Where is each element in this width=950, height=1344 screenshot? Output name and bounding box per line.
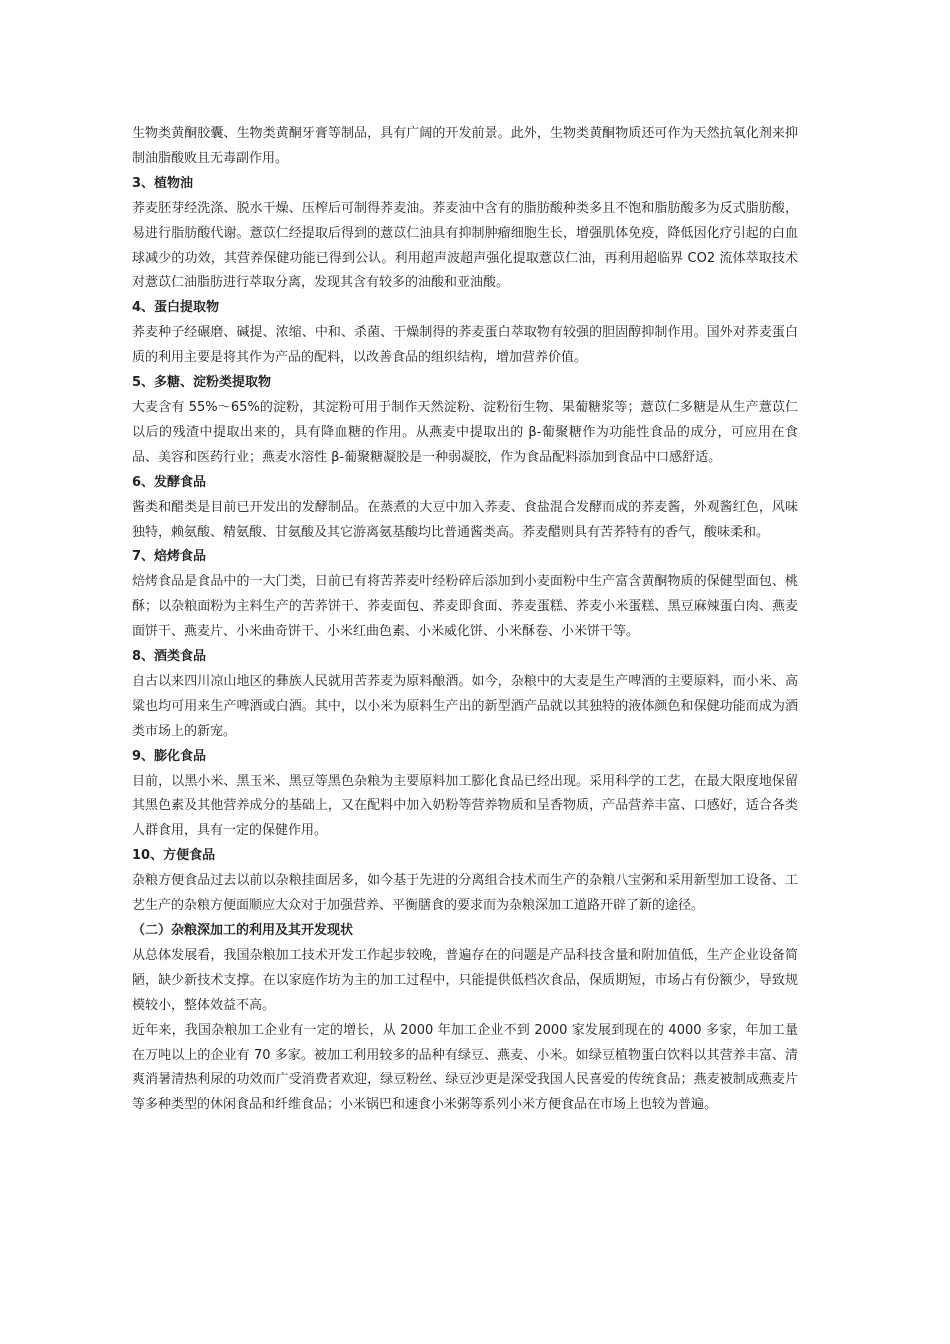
section-text-liquor: 自古以来四川凉山地区的彝族人民就用苦荞麦为原料酿酒。如今，杂粮中的大麦是生产啤酒的主要原料，而小米、高粱也均可用来生产啤酒或白酒。其中，以小米为原料生产出的新型酒产品就以其独特的液体颜色和保健功能而成为酒类市场上的新宠。 — [132, 673, 798, 739]
section-text-polysaccharide: 大麦含有 55%～65%的淀粉，其淀粉可用于制作天然淀粉、淀粉衍生物、果葡糖浆等；薏苡仁多糖是从生产薏苡仁以后的残渣中提取出来的，具有降血糖的作用。从燕麦中提取出的 β-葡聚糖作为功能性食品的成分，可应用在食品、美容和医药行业；燕麦水溶性 β-葡聚糖凝胶是一种弱凝胶，作为食品配料添加到食品中口感舒适。 — [132, 399, 798, 465]
section-heading-protein-extract: 4、蛋白提取物 — [132, 300, 220, 316]
part2-heading: （二）杂粮深加工的利用及其开发现状 — [132, 923, 354, 938]
section-text-puffed-food: 目前，以黑小米、黑玉米、黑豆等黑色杂粮为主要原料加工膨化食品已经出现。采用科学的工艺，在最大限度地保留其黑色素及其他营养成分的基础上，又在配料中加入奶粉等营养物质和呈香物质，产品营养丰富、口感好，适合各类人群食用，具有一定的保健作用。 — [132, 773, 798, 839]
section-text-protein-extract: 荞麦种子经碾磨、碱提、浓缩、中和、杀菌、干燥制得的荞麦蛋白萃取物有较强的胆固醇抑制作用。国外对荞麦蛋白质的利用主要是将其作为产品的配料，以改善食品的组织结构，增加营养价值。 — [132, 325, 798, 366]
section-text-baked-food: 焙烤食品是食品中的一大门类，日前已有将苦荞麦叶经粉碎后添加到小麦面粉中生产富含黄酮物质的保健型面包、桃酥；以杂粮面粉为主料生产的苦荞饼干、荞麦面包、荞麦即食面、荞麦蛋糕、荞麦小米蛋糕、黑豆麻辣蛋白肉、燕麦面饼干、燕麦片、小米曲奇饼干、小米红曲色素、小米威化饼、小米酥卷、小米饼干等。 — [132, 574, 798, 640]
document-page — [132, 122, 798, 1118]
section-heading-liquor: 8、酒类食品 — [132, 649, 207, 665]
section-heading-baked-food: 7、焙烤食品 — [132, 549, 207, 565]
section-heading-plant-oil: 3、植物油 — [132, 175, 194, 191]
section-text-plant-oil: 荞麦胚芽经洗涤、脱水干燥、压榨后可制得荞麦油。荞麦油中含有的脂肪酸种类多且不饱和脂肪酸多为反式脂肪酸，易进行脂肪酸代谢。薏苡仁经提取后得到的薏苡仁油具有抑制肿瘤细胞生长，增强肌体免疫，降低因化疗引起的白血球减少的功效，其营养保健功能已得到公认。利用超声波超声强化提取薏苡仁油，再利用超临界 CO2 流体萃取技术对薏苡仁油脂肪进行萃取分离，发现其含有较多的油酸和亚油酸。 — [132, 200, 798, 291]
part2-paragraph-overview: 从总体发展看，我国杂粮加工技术开发工作起步较晚，普遍存在的问题是产品科技含量和附加值低，生产企业设备简陋，缺少新技术支撑。在以家庭作坊为主的加工过程中，只能提供低档次食品，保质期短，市场占有份额少，导致规模较小，整体效益不高。 — [132, 947, 798, 1013]
section-heading-convenience-food: 10、方便食品 — [132, 848, 216, 864]
section-text-fermented-food: 酱类和醋类是目前已开发出的发酵制品。在蒸煮的大豆中加入荞麦、食盐混合发酵而成的荞麦酱，外观酱红色，风味独特，赖氨酸、精氨酸、甘氨酸及其它游离氨基酸均比普通酱类高。荞麦醋则具有苦荞特有的香气，酸味柔和。 — [132, 499, 798, 540]
section-heading-polysaccharide: 5、多糖、淀粉类提取物 — [132, 375, 272, 391]
part2-paragraph-recent: 近年来，我国杂粮加工企业有一定的增长，从 2000 年加工企业不到 2000 家发展到现在的 4000 多家，年加工量在万吨以上的企业有 70 多家。被加工利用较多的品种有绿豆、燕麦、小米。如绿豆植物蛋白饮料以其营养丰富、清爽消暑清热利尿的功效而广受消费者欢迎，绿豆粉丝、绿豆沙更是深受我国人民喜爱的传统食品；燕麦被制成燕麦片等多种类型的休闲食品和纤维食品；小米锅巴和速食小米粥等系列小米方便食品在市场上也较为普遍。 — [132, 1022, 798, 1113]
section-heading-puffed-food: 9、膨化食品 — [132, 748, 207, 764]
intro-paragraph: 生物类黄酮胶囊、生物类黄酮牙膏等制品，具有广阔的开发前景。此外，生物类黄酮物质还可作为天然抗氧化剂来抑制油脂酸败且无毒副作用。 — [132, 126, 798, 166]
section-heading-fermented-food: 6、发酵食品 — [132, 474, 207, 490]
section-text-convenience-food: 杂粮方便食品过去以前以杂粮挂面居多，如今基于先进的分离组合技术而生产的杂粮八宝粥和采用新型加工设备、工艺生产的杂粮方便面顺应大众对于加强营养、平衡膳食的要求而为杂粮深加工道路开辟了新的途径。 — [132, 873, 798, 914]
